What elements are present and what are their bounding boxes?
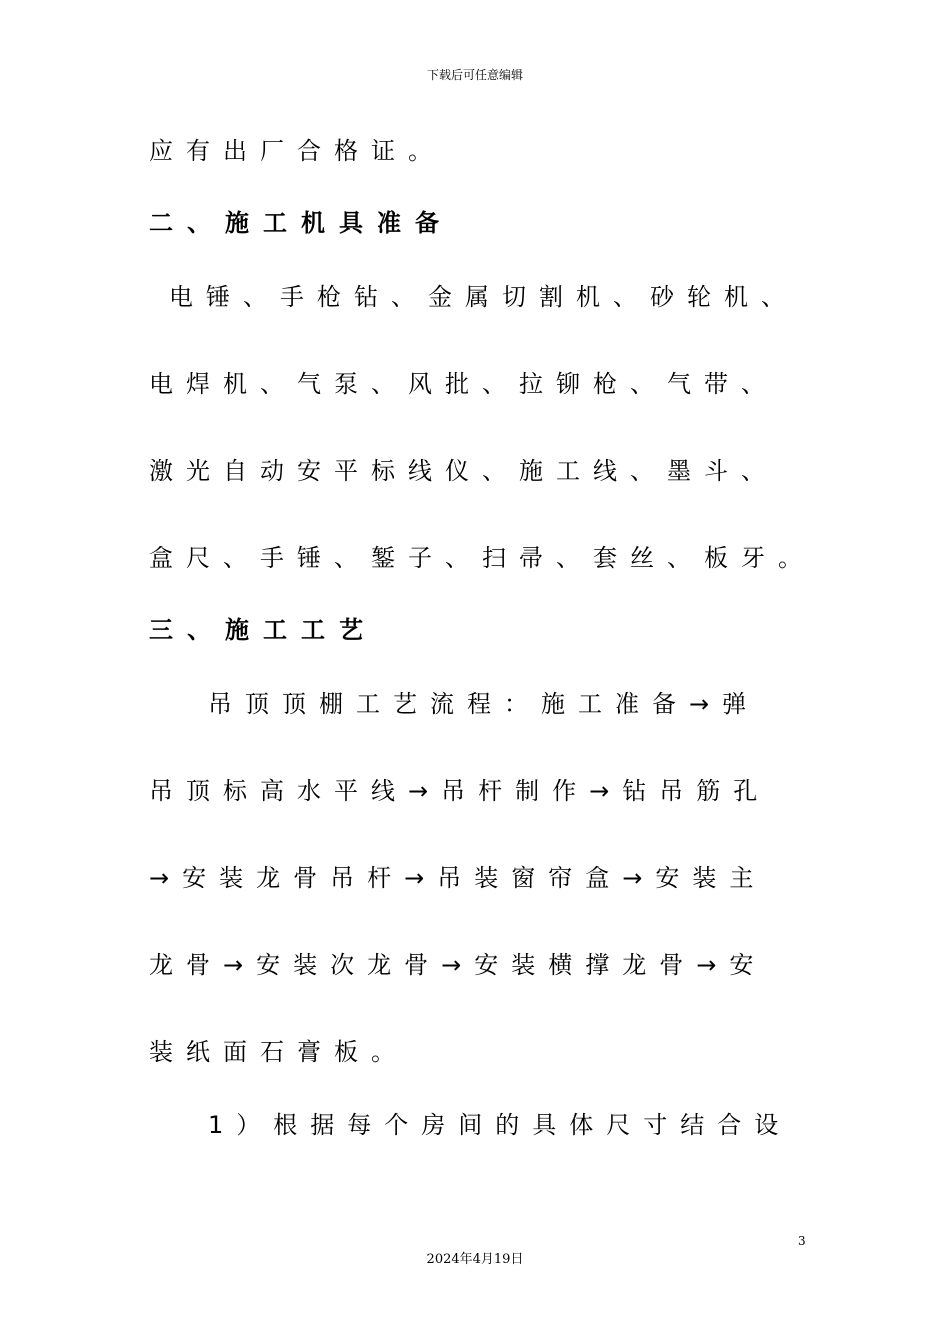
process-line-1: 吊顶顶棚工艺流程：施工准备→弹 (208, 690, 760, 718)
section-heading-tools: 二、施工机具准备 (149, 209, 453, 237)
tools-line-4: 盒尺、手锤、錾子、扫帚、套丝、板牙。 (149, 544, 815, 572)
process-line-3: →安装龙骨吊杆→吊装窗帘盒→安装主 (149, 864, 767, 892)
process-line-5: 装纸面石膏板。 (149, 1038, 408, 1066)
header-note: 下载后可任意编辑 (426, 68, 523, 82)
page-number: 3 (798, 1234, 806, 1248)
tools-line-1: 电锤、手枪钻、金属切割机、砂轮机、 (169, 283, 798, 311)
tools-line-2: 电焊机、气泵、风批、拉铆枪、气带、 (149, 370, 778, 398)
step-1-line: 1）根据每个房间的具体尺寸结合设 (208, 1111, 792, 1139)
section-heading-process: 三、施工工艺 (149, 616, 377, 644)
process-line-2: 吊顶标高水平线→吊杆制作→钻吊筋孔 (149, 777, 771, 805)
tools-line-3: 激光自动安平标线仪、施工线、墨斗、 (149, 457, 778, 485)
process-line-4: 龙骨→安装次龙骨→安装横撑龙骨→安 (149, 951, 767, 979)
text-line-1: 应有出厂合格证。 (149, 137, 445, 165)
footer-date: 2024年4月19日 (426, 1252, 524, 1267)
